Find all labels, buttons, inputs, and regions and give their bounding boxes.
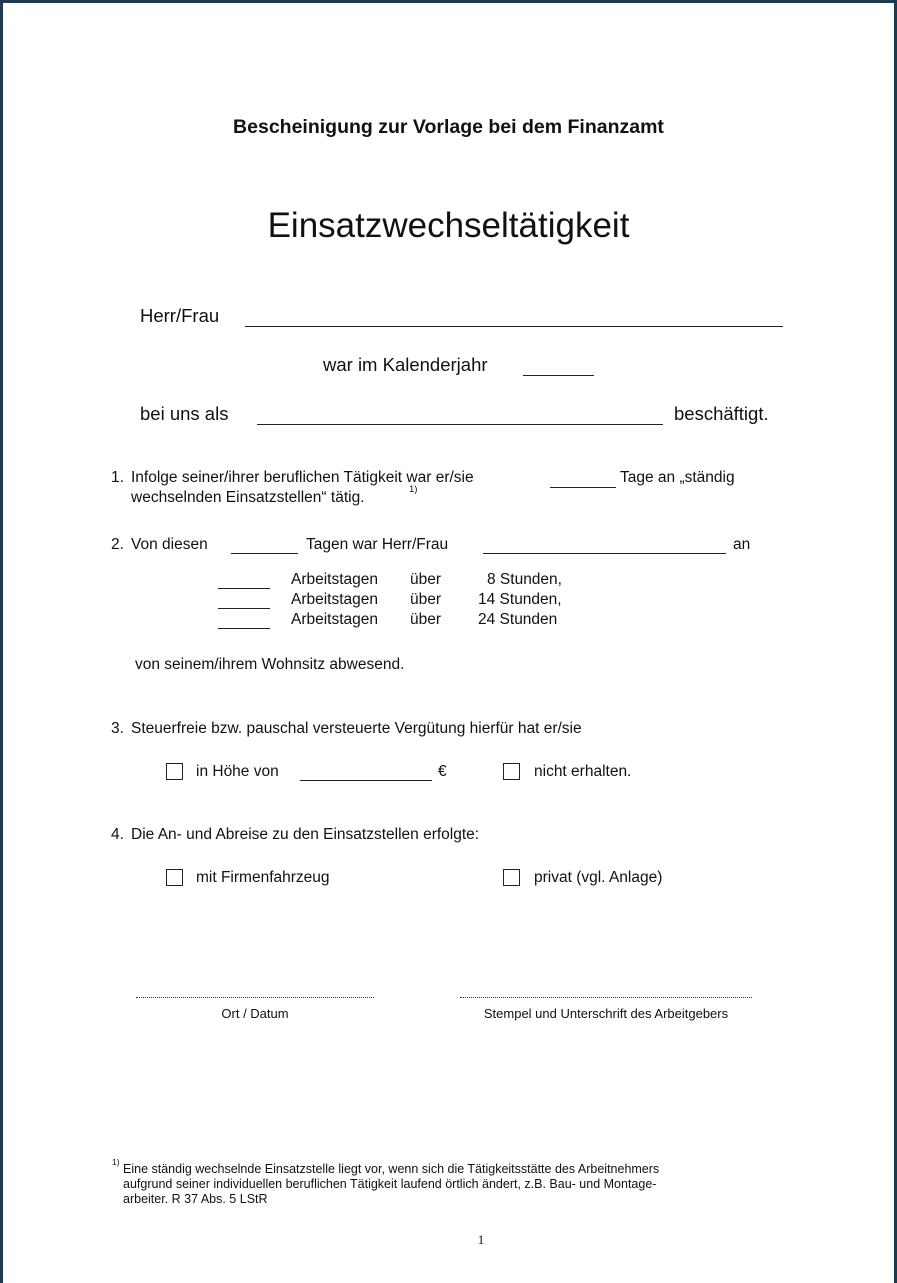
item3-option-b: nicht erhalten. [534,763,632,780]
item1-line2: wechselnden Einsatzstellen“ tätig. [131,489,365,506]
item2-von-diesen: Von diesen [131,536,208,553]
item4-number: 4. [111,826,124,843]
footnote-line2: aufgrund seiner individuellen beruflichen Tätigkeit laufend örtlich ändert, z.B. Bau- und Montage- [123,1177,657,1191]
row1-label: Arbeitstagen [291,571,379,588]
document-subtitle: Bescheinigung zur Vorlage bei dem Finanzamt [233,116,664,138]
beschaeftigt-label: beschäftigt. [674,403,769,424]
document-page [3,3,894,1283]
document-title: Einsatzwechseltätigkeit [267,206,630,245]
name-field-line[interactable] [245,326,783,327]
row3-hours: 24 Stunden [478,611,558,628]
row1-ueber: über [410,571,442,588]
item1-number: 1. [111,469,124,486]
year-field-line[interactable] [523,375,594,376]
amount-field-line[interactable] [300,780,432,781]
checkbox-privat[interactable] [503,869,520,886]
checkbox-firmenfahrzeug[interactable] [166,869,183,886]
row1-days-line[interactable] [218,588,270,589]
item1-footnote-ref: 1) [409,484,418,495]
bei-uns-als-label: bei uns als [140,403,229,424]
item4-text: Die An- und Abreise zu den Einsatzstellen erfolgte: [131,826,480,843]
item3-option-a: in Höhe von [196,763,279,780]
signature-line[interactable] [460,997,752,998]
footnote-marker: 1) [112,1157,120,1167]
item1-days-line[interactable] [550,487,616,488]
item1-text-before: Infolge seiner/ihrer beruflichen Tätigkeit war er/sie [131,469,474,486]
item2-tagen-war: Tagen war Herr/Frau [306,536,449,553]
footnote-line1: Eine ständig wechselnde Einsatzstelle liegt vor, wenn sich die Tätigkeitsstätte des Arbeitnehmers [123,1162,660,1176]
item2-number: 2. [111,536,124,553]
row3-ueber: über [410,611,442,628]
item3-text: Steuerfreie bzw. pauschal versteuerte Vergütung hierfür hat er/sie [131,720,582,737]
item1-text-after: Tage an „ständig [620,469,735,486]
row2-ueber: über [410,591,442,608]
checkbox-in-hoehe-von[interactable] [166,763,183,780]
footnote-line3: arbeiter. R 37 Abs. 5 LStR [123,1192,268,1206]
position-field-line[interactable] [257,424,663,425]
row2-hours: 14 Stunden, [478,591,562,608]
item3-number: 3. [111,720,124,737]
row2-label: Arbeitstagen [291,591,379,608]
checkbox-nicht-erhalten[interactable] [503,763,520,780]
row2-days-line[interactable] [218,608,270,609]
page-number: 1 [477,1232,485,1247]
row3-days-line[interactable] [218,628,270,629]
row3-label: Arbeitstagen [291,611,379,628]
ort-datum-line[interactable] [136,997,374,998]
row1-hours: 8 Stunden, [487,571,562,588]
item2-name-line[interactable] [483,553,726,554]
ort-datum-label: Ort / Datum [221,1006,289,1021]
item4-option-b: privat (vgl. Anlage) [534,869,663,886]
item2-abwesend: von seinem/ihrem Wohnsitz abwesend. [135,656,405,673]
herr-frau-label: Herr/Frau [140,305,220,326]
item4-option-a: mit Firmenfahrzeug [196,869,330,886]
item2-days-line[interactable] [231,553,298,554]
euro-sign: € [438,763,447,780]
signature-label: Stempel und Unterschrift des Arbeitgebers [483,1006,729,1021]
kalenderjahr-text: war im Kalenderjahr [323,354,488,375]
item2-an: an [733,536,751,553]
